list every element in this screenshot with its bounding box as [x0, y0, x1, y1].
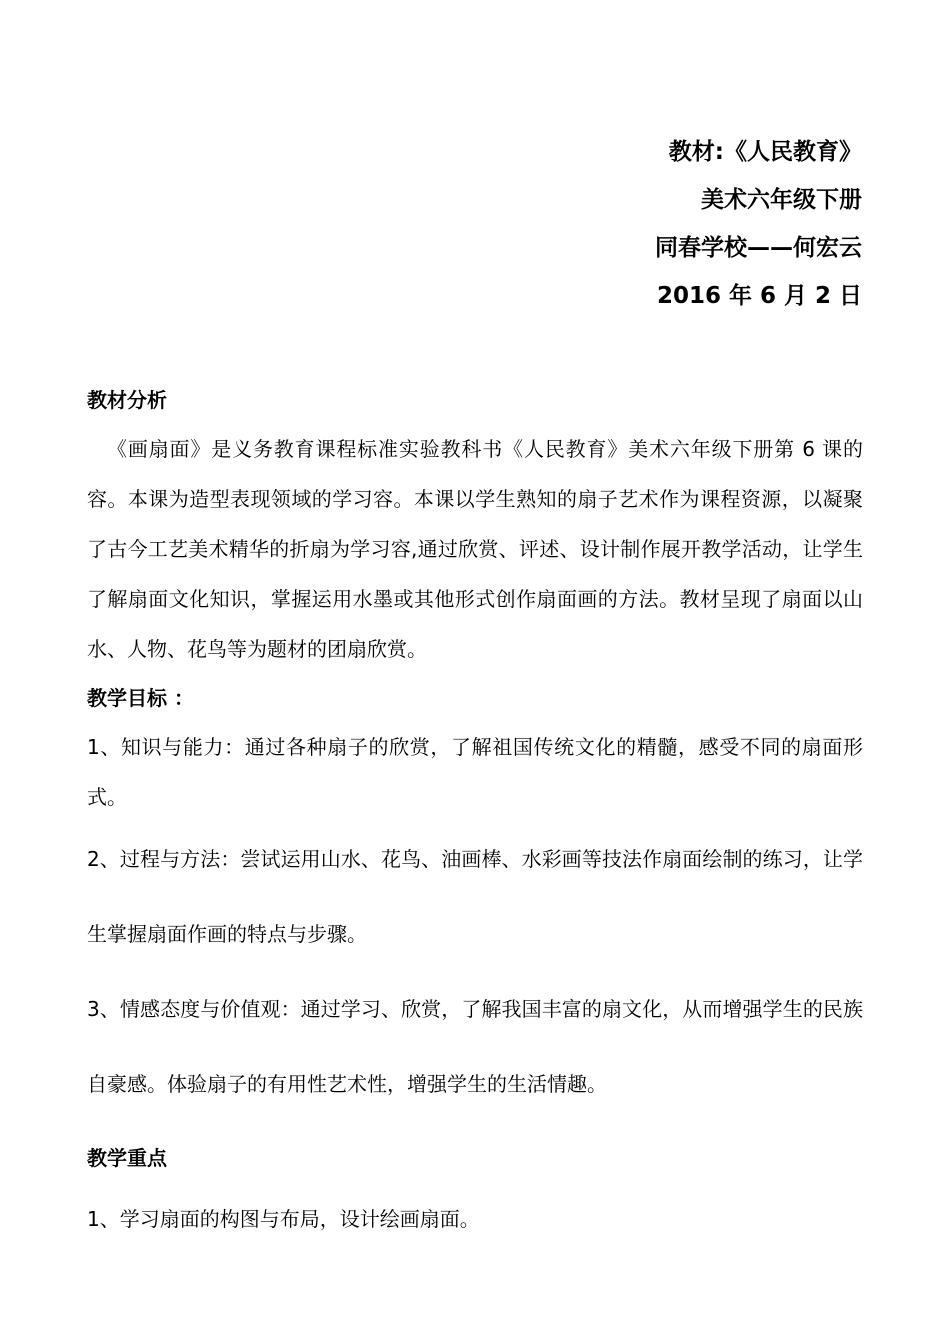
analysis-heading: 教材分析	[87, 388, 167, 412]
goals-heading: 教学目标 ：	[87, 686, 194, 710]
key-points-heading: 教学重点	[87, 1146, 167, 1170]
document-body	[87, 380, 863, 1244]
goal-item-process: 2、过程与方法：尝试运用山水、花鸟、油画棒、水彩画等技法作扇面绘制的练习，让学生掌握扇面作画的特点与步骤。	[87, 847, 863, 946]
goal-item-emotion: 3、情感态度与价值观：通过学习、欣赏，了解我国丰富的扇文化，从而增强学生的民族自豪感。体验扇子的有用性艺术性，增强学生的生活情趣。	[87, 997, 863, 1096]
grade-line: 美术六年级下册	[701, 187, 862, 213]
goal-item-knowledge: 1、知识与能力：通过各种扇子的欣赏，了解祖国传统文化的精髓，感受不同的扇面形式。	[87, 735, 863, 809]
key-point-item: 1、学习扇面的构图与布局，设计绘画扇面。	[87, 1207, 480, 1231]
school-author-line: 同春学校——何宏云	[655, 235, 862, 261]
textbook-line: 教材:《人民教育》	[668, 139, 862, 165]
analysis-paragraph: 《画扇面》是义务教育课程标准实验教科书《人民教育》美术六年级下册第 6 课的容。本课为造型表现领域的学习容。本课以学生熟知的扇子艺术作为课程资源，以凝聚了古今工艺美术精华的折扇为学习容,通过欣赏、评述、设计制作展开教学活动，让学生了解扇面文化知识，掌握运用水墨或其他形式创作扇面画的方法。教材呈现了扇面以山水、人物、花鸟等为题材的团扇欣赏。	[87, 437, 863, 661]
date-line: 2016 年 6 月 2 日	[656, 283, 862, 309]
document-header	[362, 128, 862, 320]
